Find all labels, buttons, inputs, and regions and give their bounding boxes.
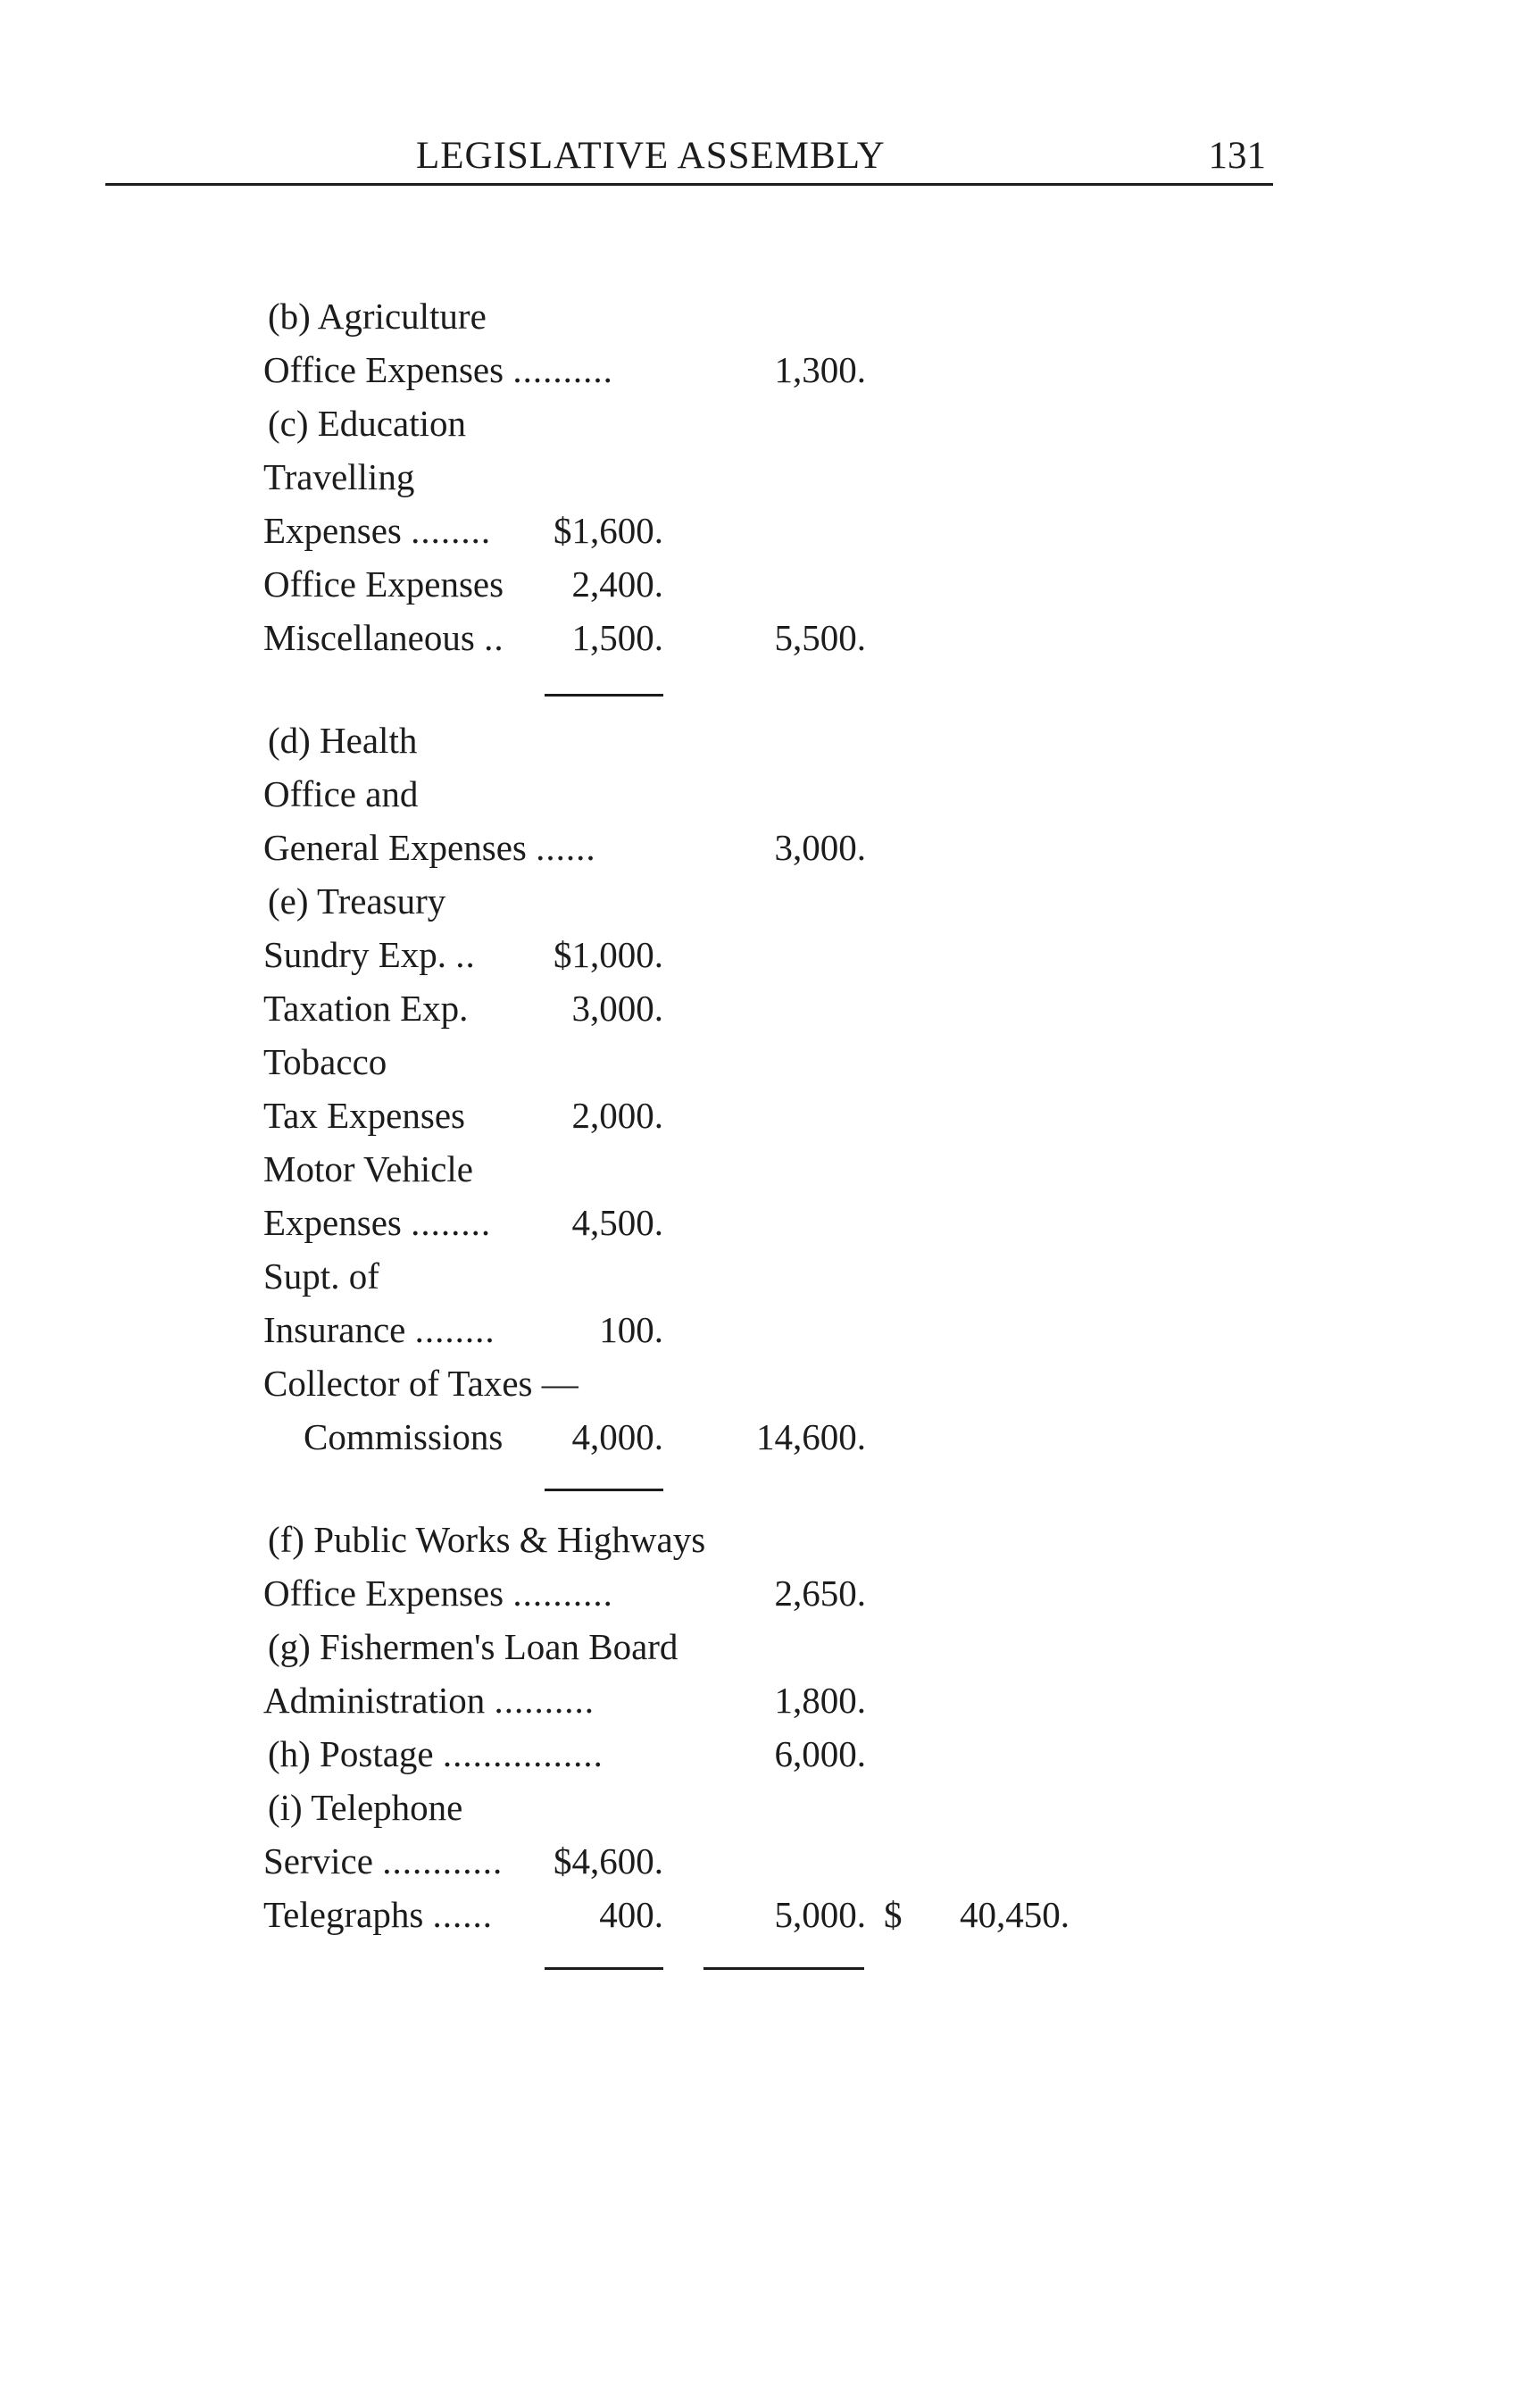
ledger-line bbox=[0, 1094, 1540, 1147]
column-rule bbox=[545, 694, 663, 697]
line-label: General Expenses ...... bbox=[263, 827, 596, 868]
line-label: Office Expenses bbox=[263, 563, 504, 605]
subtotal-amount: 14,600. bbox=[756, 1416, 866, 1457]
line-label: Telegraphs ...... bbox=[263, 1894, 494, 1935]
line-label: Tobacco bbox=[263, 1041, 387, 1082]
subtotal-amount: 6,000. bbox=[774, 1733, 866, 1774]
ledger-line bbox=[0, 1147, 1540, 1201]
section-heading bbox=[0, 880, 1540, 933]
item-amount: $1,600. bbox=[554, 510, 663, 551]
column-rule bbox=[545, 1489, 663, 1491]
section-heading bbox=[0, 1786, 1540, 1840]
ledger-line bbox=[0, 509, 1540, 563]
line-label: Sundry Exp. .. bbox=[263, 934, 476, 975]
line-label: (c) Education bbox=[268, 403, 466, 444]
line-label: Administration .......... bbox=[263, 1680, 595, 1721]
line-label: Service ............ bbox=[263, 1840, 504, 1881]
ledger-line bbox=[0, 348, 1540, 402]
item-amount: 100. bbox=[599, 1309, 663, 1350]
line-label: Office and bbox=[263, 773, 419, 814]
subtotal-amount: 1,300. bbox=[774, 349, 866, 390]
subtotal-amount: 5,000. bbox=[774, 1894, 866, 1935]
page-number: 131 bbox=[1208, 135, 1266, 177]
line-label: (f) Public Works & Highways bbox=[268, 1519, 706, 1560]
line-label: Expenses ........ bbox=[263, 510, 492, 551]
ledger-line bbox=[0, 563, 1540, 616]
line-label: Commissions bbox=[304, 1416, 504, 1457]
line-label: Office Expenses .......... bbox=[263, 1573, 613, 1614]
ledger-line bbox=[0, 1679, 1540, 1732]
ledger-line bbox=[0, 1308, 1540, 1362]
line-label: (g) Fishermen's Loan Board bbox=[268, 1626, 678, 1667]
ledger-line bbox=[0, 1362, 1540, 1415]
item-amount: 3,000. bbox=[571, 988, 663, 1029]
item-amount: $1,000. bbox=[554, 934, 663, 975]
ledger-line bbox=[0, 616, 1540, 670]
ledger-line bbox=[0, 1893, 1540, 1947]
section-heading bbox=[0, 402, 1540, 455]
ledger-line bbox=[0, 987, 1540, 1040]
grand-total-amount: 40,450. bbox=[960, 1894, 1070, 1935]
item-amount: 1,500. bbox=[571, 617, 663, 658]
ledger-line bbox=[0, 1840, 1540, 1893]
item-amount: 2,000. bbox=[571, 1095, 663, 1136]
subtotal-amount: 3,000. bbox=[774, 827, 866, 868]
line-label: (e) Treasury bbox=[268, 880, 446, 922]
column-rule bbox=[703, 1967, 864, 1970]
item-amount: 400. bbox=[599, 1894, 663, 1935]
line-label: Travelling bbox=[263, 456, 415, 497]
item-amount: 4,000. bbox=[571, 1416, 663, 1457]
subtotal-amount: 2,650. bbox=[774, 1573, 866, 1614]
section-heading bbox=[0, 1518, 1540, 1572]
section-heading bbox=[0, 1732, 1540, 1786]
line-label: (d) Health bbox=[268, 720, 418, 761]
line-label: Taxation Exp. bbox=[263, 988, 469, 1029]
line-label: (h) Postage ................ bbox=[268, 1733, 604, 1774]
section-heading bbox=[0, 1625, 1540, 1679]
header-rule bbox=[105, 183, 1273, 186]
line-label: (i) Telephone bbox=[268, 1787, 463, 1828]
ledger-line bbox=[0, 1255, 1540, 1308]
page-header bbox=[105, 134, 1273, 184]
column-rule bbox=[545, 1967, 663, 1970]
ledger-line bbox=[0, 455, 1540, 509]
line-label: Collector of Taxes — bbox=[263, 1363, 579, 1404]
ledger-line bbox=[0, 1415, 1540, 1469]
subtotal-amount: 5,500. bbox=[774, 617, 866, 658]
line-label: Supt. of bbox=[263, 1256, 379, 1297]
line-label: Tax Expenses bbox=[263, 1095, 465, 1136]
line-label: Miscellaneous .. bbox=[263, 617, 504, 658]
ledger-line bbox=[0, 826, 1540, 880]
section-heading bbox=[0, 719, 1540, 772]
line-label: Expenses ........ bbox=[263, 1202, 492, 1243]
ledger-line bbox=[0, 1572, 1540, 1625]
ledger-line bbox=[0, 933, 1540, 987]
line-label: Insurance ........ bbox=[263, 1309, 495, 1350]
item-amount: 4,500. bbox=[571, 1202, 663, 1243]
dollar-sign: $ bbox=[884, 1894, 903, 1935]
section-heading bbox=[0, 295, 1540, 348]
ledger-line bbox=[0, 1201, 1540, 1255]
line-label: Motor Vehicle bbox=[263, 1148, 473, 1189]
ledger-line bbox=[0, 772, 1540, 826]
ledger-line bbox=[0, 1040, 1540, 1094]
line-label: Office Expenses .......... bbox=[263, 349, 613, 390]
subtotal-amount: 1,800. bbox=[774, 1680, 866, 1721]
running-title: LEGISLATIVE ASSEMBLY bbox=[416, 135, 886, 177]
line-label: (b) Agriculture bbox=[268, 296, 487, 337]
item-amount: $4,600. bbox=[554, 1840, 663, 1881]
item-amount: 2,400. bbox=[571, 563, 663, 605]
